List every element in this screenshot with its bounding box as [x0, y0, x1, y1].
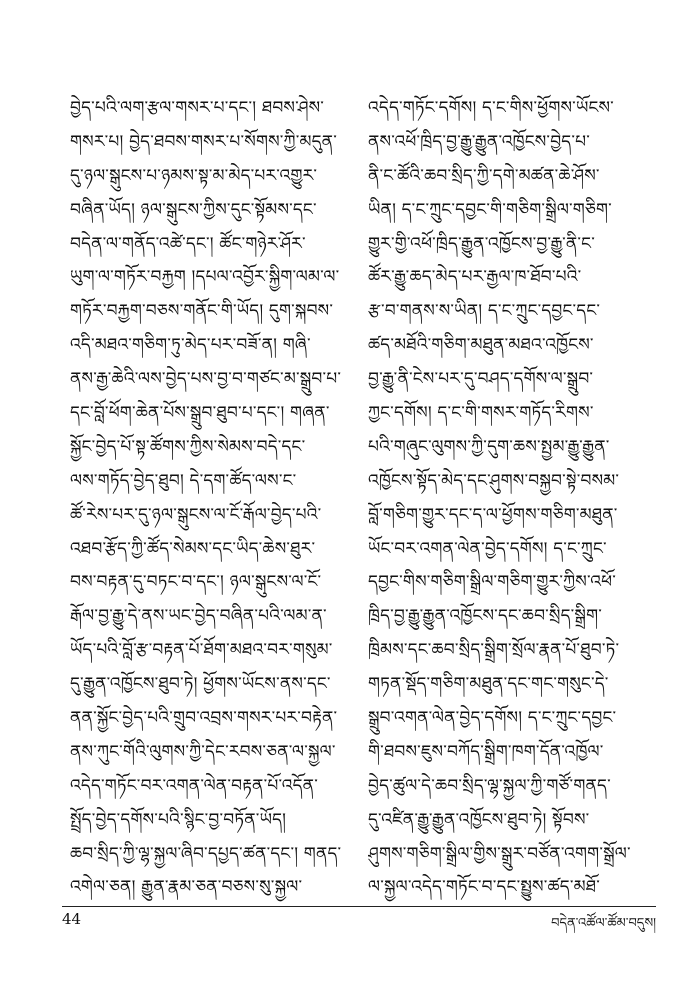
text-line: ཆབ་སྲིད་ཀྱི་ལྷ་སྐྱལ་ཞིབ་དཔྱད་ཚན་དང་། གནད་ — [70, 843, 342, 864]
text-line: དང་བློ་ཕོག་ཆེན་པོས་སྒྲུབ་ཐུབ་པ་དང་། གཞན་ — [70, 403, 330, 424]
page-number: 44 — [62, 910, 82, 928]
text-line: ཤུགས་གཅིག་སྒྲིལ་གྱིས་སྒྲུར་བཙོན་འགག་སྒྲོལ་ — [368, 843, 631, 864]
text-line: ནན་སྐྱོང་བྱེད་པའི་གྲུབ་འབྲས་གསར་པར་བརྟེན་ — [70, 708, 338, 729]
text-line: དུ་ཉལ་སྒུངས་པ་ཉམས་སྟ་མ་མེད་པར་འགྱུར་ — [70, 165, 318, 186]
text-line: ལས་གཏོད་བྱེད་ཐུབ། དེ་དག་ཚོད་ལས་ང་ — [70, 470, 297, 491]
right-text-column — [368, 92, 655, 905]
text-line: འདེད་གཏོང་དགོས། ད་ང་གིས་ཕྱོགས་ཡོངས་ — [368, 98, 614, 118]
text-line: བས་བརྟན་དུ་བཏང་བ་དང་། ཉལ་སྒུངས་ལ་ངོ་ — [70, 572, 322, 593]
text-line: དུ་འཛིན་རྒྱུ་རྒྱུན་འཁྱོངས་ཐུབ་ཏེ། སྟོབས་ — [368, 809, 590, 830]
text-line: འཐབ་རྩོད་ཀྱི་ཚོད་སེམས་དང་ཡིད་ཆེས་ཐུར་ — [70, 538, 316, 559]
text-line: བློ་གཅིག་གྱུར་དང་ད་ལ་ཕྱོགས་གཅིག་མཐུན་ — [368, 504, 618, 525]
text-line: གསར་པ། བྱེད་ཐབས་གསར་པ་སོགས་ཀྱི་མདུན་ — [70, 131, 337, 152]
text-line: གི་ཐབས་ཇུས་བཀོད་སྒྲིག་ཁག་དོན་འཁྱོལ་ — [368, 741, 604, 762]
text-line: ནི་ང་ཚོའི་ཆབ་སྲིད་ཀྱི་དགེ་མཚན་ཆེ་ཤོས་ — [368, 165, 600, 186]
text-line: ལ་སྐྱལ་འདེད་གཏོང་བ་དང་སྤྱུས་ཚད་མཐོ་ — [368, 877, 600, 898]
text-line: དབྱང་གིས་གཅིག་སྒྲིལ་གཅིག་གྱུར་ཀྱིས་འཕོ་ — [368, 572, 617, 593]
text-line: བྱེད་པའི་ལག་རྩལ་གསར་པ་དང་། ཐབས་ཤེས་ — [70, 98, 325, 118]
text-line: འཁྱོངས་སྟོད་མེད་དང་ཤུགས་བསྐྱབ་སྟེ་བསམ་ — [368, 470, 620, 491]
text-line: ཡུག་ལ་གཏོར་བརྐྱག །དཔལ་འབྱོར་སྐྱིག་ལམ་ལ་ — [70, 267, 340, 288]
text-line: ནས་འཕོ་ཁྲིད་བྱ་རྒྱུ་རྒྱུན་འཁྱོངས་བྱེད་པ་ — [368, 131, 590, 152]
text-line: སྒྲུབ་འགན་ལེན་བྱེད་དགོས། ད་ང་ཀྲུང་དབྱང་ — [368, 708, 617, 729]
text-line: གཏོར་བརྐྱག་བཅས་གནོང་གི་ཡོད། དུག་སྐབས་ — [70, 301, 334, 322]
text-line: འགེལ་ཅན། རྒྱུན་རྣམ་ཅན་བཅས་སུ་སྐྱལ་ — [70, 877, 303, 898]
text-line: ཚད་མཐོའི་གཅིག་མཐུན་མཐའ་འཁྱོངས་ — [368, 335, 594, 356]
text-line: ཡིན། ད་ང་ཀྲུང་དབྱང་གི་གཅིག་སྒྲིལ་གཅིག་ — [368, 199, 612, 220]
text-line: པའི་གཞུང་ལུགས་ཀྱི་དུག་ཆས་སྤྱམ་རྒྱུ་རྒྱུན་ — [368, 436, 610, 457]
text-line: རྩ་བ་གནས་ས་ཡིན། ད་ང་ཀྲུང་དབྱང་དང་ — [368, 301, 601, 322]
text-line: བཞིན་ཡོད། ཉལ་སྒུངས་ཀྱིས་དུང་སྟོམས་དང་ — [70, 199, 317, 220]
footer-rule — [62, 906, 656, 907]
text-line: སྐྱོང་བྱེད་པོ་སྟ་ཚོགས་ཀྱིས་སེམས་བདེ་དང་ — [70, 436, 306, 457]
left-text-column — [70, 92, 357, 905]
text-line: ནས་རྒྱ་ཆེའི་ལས་བྱེད་པས་བྱ་བ་གཙང་མ་སྒྲུབ་པ་ — [70, 369, 342, 390]
text-line: ཚོར་རྒྱུ་ཆད་མེད་པར་རྒྱལ་ཁ་ཐོབ་པའི་ — [368, 267, 582, 288]
text-line: ཁྲིད་བྱ་རྒྱུ་རྒྱུན་འཁྱོངས་དང་ཆབ་སྲིད་སྒྲིག་ — [368, 606, 603, 627]
text-line: ཀྱང་དགོས། ད་ང་གི་གསར་གཏོད་རིགས་ — [368, 403, 594, 424]
text-line: འདེད་གཏོང་བར་འགན་ལེན་བརྟན་པོ་འདོན་ — [70, 775, 318, 796]
text-line: བདེན་ལ་གནོད་འཚེ་དང་། ཚོང་གཉེར་ཤོར་ — [70, 233, 306, 254]
text-line: དུ་རྒྱུན་འཁྱོངས་ཐུབ་ཏེ། ཕྱོགས་ཡོངས་ནས་དང་ — [70, 674, 331, 695]
text-line: སྤྲོད་བྱེད་དགོས་པའི་སྙིང་བྱ་བཏོན་ཡོད། — [70, 809, 287, 830]
text-line: ཚོ་རེས་པར་དུ་ཉལ་སྒུངས་ལ་ངོ་རྒོལ་བྱེད་པའི་ — [70, 504, 322, 525]
running-footer-title: བདེན་འཚོལ་ཚོམ་བདུས། — [551, 916, 656, 931]
text-line: གྱུར་གྱི་འཕོ་ཁྲིད་རྒྱུན་འཁྱོངས་བྱ་རྒྱུ་ནི་ང་ — [368, 233, 595, 254]
text-line: རྒོལ་བྱ་རྒྱུ་དེ་ནས་ཡང་བྱེད་བཞིན་པའི་ལམ་ན་ — [70, 606, 327, 627]
text-line: བྱ་རྒྱུ་ནི་ངེས་པར་དུ་བཤད་དགོས་ལ་སྒྲུབ་ — [368, 369, 594, 390]
text-line: འདི་མཐའ་གཅིག་ཏུ་མེད་པར་བཟོ་ན། གཞི་ — [70, 335, 311, 356]
text-line: ཁྲིམས་དང་ཆབ་སྲིད་སྒྲིག་སྲོལ་རྣན་པོ་ཐུབ་ཏེ་ — [368, 640, 620, 661]
text-line: ཡོད་པའི་བློ་རྩ་བརྟན་པོ་ཐོག་མཐའ་བར་གསུམ་ — [70, 640, 333, 661]
text-line: གཏན་སྡོད་གཅིག་མཐུན་དང་གང་གསུང་དེ་ — [368, 674, 609, 695]
text-line: ཡོང་བར་འགན་ལེན་བྱེད་དགོས། ད་ང་ཀྲུང་ — [368, 538, 607, 559]
text-line: བྱེད་ཚུལ་དེ་ཆབ་སྲིད་ལྷ་སྐྱལ་ཀྱི་གཙོ་གནད་ — [368, 775, 611, 796]
text-line: ནས་ཀུང་གོའི་ལུགས་ཀྱི་དེང་རབས་ཅན་ལ་སྐྱལ་ — [70, 741, 336, 762]
